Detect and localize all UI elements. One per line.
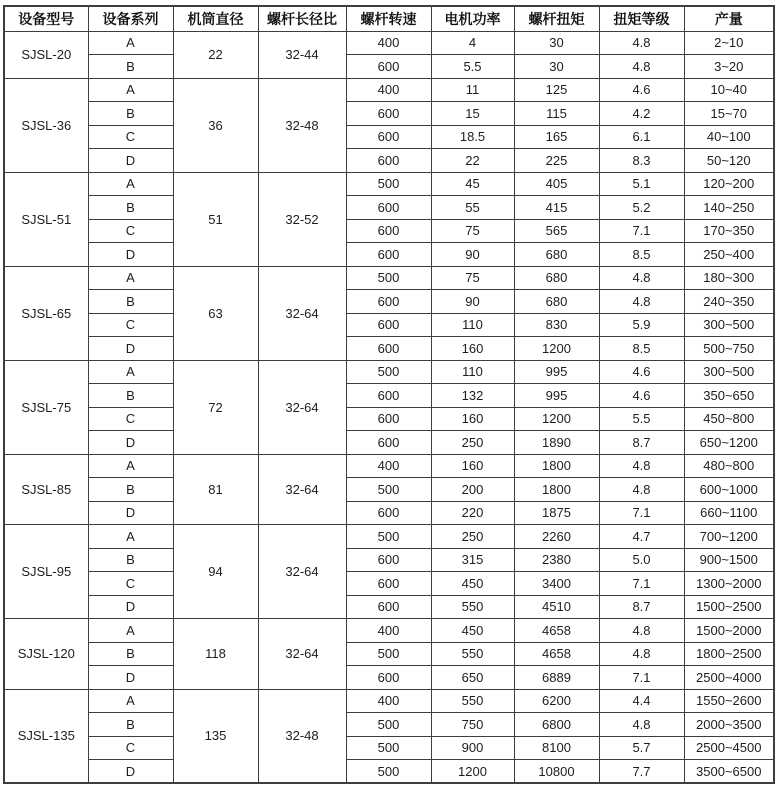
torque-cell: 4658	[514, 619, 599, 643]
model-cell: SJSL-95	[4, 525, 88, 619]
table-row	[4, 595, 774, 619]
power-cell: 450	[431, 619, 514, 643]
power-cell: 650	[431, 666, 514, 690]
speed-cell: 400	[346, 619, 431, 643]
output-cell: 450~800	[684, 407, 774, 431]
equipment-spec-table	[3, 5, 775, 784]
series-cell: C	[88, 219, 173, 243]
grade-cell: 4.6	[599, 360, 684, 384]
speed-cell: 600	[346, 243, 431, 267]
grade-cell: 5.5	[599, 407, 684, 431]
torque-cell: 30	[514, 31, 599, 55]
torque-cell: 4658	[514, 642, 599, 666]
series-cell: D	[88, 666, 173, 690]
speed-cell: 500	[346, 266, 431, 290]
table-row	[4, 619, 774, 643]
diameter-cell: 118	[173, 619, 258, 690]
table-row	[4, 548, 774, 572]
output-cell: 3500~6500	[684, 760, 774, 784]
series-cell: B	[88, 478, 173, 502]
column-header-torque: 螺杆扭矩	[514, 6, 599, 31]
series-cell: A	[88, 525, 173, 549]
torque-cell: 680	[514, 266, 599, 290]
power-cell: 22	[431, 149, 514, 173]
speed-cell: 600	[346, 102, 431, 126]
grade-cell: 4.8	[599, 619, 684, 643]
power-cell: 250	[431, 431, 514, 455]
table-body	[4, 31, 774, 783]
speed-cell: 600	[346, 407, 431, 431]
speed-cell: 400	[346, 78, 431, 102]
power-cell: 110	[431, 360, 514, 384]
power-cell: 90	[431, 243, 514, 267]
table-row	[4, 572, 774, 596]
torque-cell: 30	[514, 55, 599, 79]
grade-cell: 7.1	[599, 219, 684, 243]
grade-cell: 8.7	[599, 595, 684, 619]
model-cell: SJSL-120	[4, 619, 88, 690]
series-cell: B	[88, 548, 173, 572]
grade-cell: 8.5	[599, 337, 684, 361]
series-cell: B	[88, 713, 173, 737]
torque-cell: 1800	[514, 478, 599, 502]
torque-cell: 6200	[514, 689, 599, 713]
torque-cell: 6889	[514, 666, 599, 690]
output-cell: 650~1200	[684, 431, 774, 455]
torque-cell: 680	[514, 290, 599, 314]
speed-cell: 600	[346, 196, 431, 220]
table-row	[4, 689, 774, 713]
output-cell: 2500~4000	[684, 666, 774, 690]
output-cell: 250~400	[684, 243, 774, 267]
speed-cell: 400	[346, 454, 431, 478]
series-cell: D	[88, 149, 173, 173]
power-cell: 200	[431, 478, 514, 502]
ld-ratio-cell: 32-44	[258, 31, 346, 78]
torque-cell: 830	[514, 313, 599, 337]
torque-cell: 1200	[514, 407, 599, 431]
series-cell: A	[88, 31, 173, 55]
model-cell: SJSL-20	[4, 31, 88, 78]
model-cell: SJSL-85	[4, 454, 88, 525]
grade-cell: 4.6	[599, 78, 684, 102]
grade-cell: 5.0	[599, 548, 684, 572]
grade-cell: 5.9	[599, 313, 684, 337]
series-cell: B	[88, 642, 173, 666]
output-cell: 300~500	[684, 313, 774, 337]
diameter-cell: 135	[173, 689, 258, 783]
table-row	[4, 149, 774, 173]
output-cell: 140~250	[684, 196, 774, 220]
series-cell: D	[88, 337, 173, 361]
torque-cell: 565	[514, 219, 599, 243]
table-row	[4, 525, 774, 549]
diameter-cell: 94	[173, 525, 258, 619]
series-cell: A	[88, 360, 173, 384]
ld-ratio-cell: 32-48	[258, 689, 346, 783]
table-row	[4, 31, 774, 55]
torque-cell: 995	[514, 384, 599, 408]
output-cell: 500~750	[684, 337, 774, 361]
output-cell: 120~200	[684, 172, 774, 196]
table-row	[4, 760, 774, 784]
grade-cell: 8.7	[599, 431, 684, 455]
table-row	[4, 478, 774, 502]
torque-cell: 2260	[514, 525, 599, 549]
output-cell: 1550~2600	[684, 689, 774, 713]
output-cell: 2000~3500	[684, 713, 774, 737]
table-row	[4, 78, 774, 102]
torque-cell: 10800	[514, 760, 599, 784]
output-cell: 350~650	[684, 384, 774, 408]
grade-cell: 4.7	[599, 525, 684, 549]
speed-cell: 400	[346, 689, 431, 713]
output-cell: 40~100	[684, 125, 774, 149]
series-cell: A	[88, 78, 173, 102]
output-cell: 660~1100	[684, 501, 774, 525]
grade-cell: 4.8	[599, 713, 684, 737]
table-row	[4, 431, 774, 455]
grade-cell: 4.8	[599, 642, 684, 666]
ld-ratio-cell: 32-52	[258, 172, 346, 266]
model-cell: SJSL-135	[4, 689, 88, 783]
output-cell: 180~300	[684, 266, 774, 290]
speed-cell: 500	[346, 642, 431, 666]
table-row	[4, 407, 774, 431]
power-cell: 90	[431, 290, 514, 314]
power-cell: 160	[431, 454, 514, 478]
speed-cell: 500	[346, 525, 431, 549]
torque-cell: 115	[514, 102, 599, 126]
diameter-cell: 63	[173, 266, 258, 360]
series-cell: D	[88, 501, 173, 525]
power-cell: 18.5	[431, 125, 514, 149]
table-row	[4, 360, 774, 384]
speed-cell: 500	[346, 172, 431, 196]
output-cell: 15~70	[684, 102, 774, 126]
speed-cell: 600	[346, 431, 431, 455]
series-cell: C	[88, 407, 173, 431]
speed-cell: 600	[346, 337, 431, 361]
grade-cell: 4.2	[599, 102, 684, 126]
series-cell: C	[88, 736, 173, 760]
output-cell: 50~120	[684, 149, 774, 173]
diameter-cell: 51	[173, 172, 258, 266]
table-row	[4, 55, 774, 79]
header-row	[4, 6, 774, 31]
model-cell: SJSL-36	[4, 78, 88, 172]
series-cell: B	[88, 102, 173, 126]
table-row	[4, 102, 774, 126]
torque-cell: 8100	[514, 736, 599, 760]
speed-cell: 600	[346, 290, 431, 314]
output-cell: 10~40	[684, 78, 774, 102]
series-cell: C	[88, 125, 173, 149]
torque-cell: 1890	[514, 431, 599, 455]
power-cell: 132	[431, 384, 514, 408]
model-cell: SJSL-51	[4, 172, 88, 266]
power-cell: 160	[431, 407, 514, 431]
output-cell: 170~350	[684, 219, 774, 243]
torque-cell: 4510	[514, 595, 599, 619]
grade-cell: 4.8	[599, 31, 684, 55]
series-cell: A	[88, 619, 173, 643]
grade-cell: 4.4	[599, 689, 684, 713]
speed-cell: 600	[346, 501, 431, 525]
column-header-grade: 扭矩等级	[599, 6, 684, 31]
torque-cell: 1875	[514, 501, 599, 525]
grade-cell: 8.5	[599, 243, 684, 267]
torque-cell: 1800	[514, 454, 599, 478]
power-cell: 75	[431, 219, 514, 243]
power-cell: 315	[431, 548, 514, 572]
ld-ratio-cell: 32-64	[258, 266, 346, 360]
grade-cell: 8.3	[599, 149, 684, 173]
ld-ratio-cell: 32-64	[258, 619, 346, 690]
table-row	[4, 313, 774, 337]
column-header-output: 产量	[684, 6, 774, 31]
model-cell: SJSL-75	[4, 360, 88, 454]
table-row	[4, 384, 774, 408]
series-cell: B	[88, 384, 173, 408]
output-cell: 1500~2000	[684, 619, 774, 643]
grade-cell: 7.1	[599, 572, 684, 596]
grade-cell: 5.7	[599, 736, 684, 760]
table-row	[4, 337, 774, 361]
output-cell: 900~1500	[684, 548, 774, 572]
output-cell: 1300~2000	[684, 572, 774, 596]
ld-ratio-cell: 32-64	[258, 454, 346, 525]
speed-cell: 500	[346, 760, 431, 784]
power-cell: 4	[431, 31, 514, 55]
series-cell: A	[88, 454, 173, 478]
power-cell: 110	[431, 313, 514, 337]
grade-cell: 4.8	[599, 55, 684, 79]
grade-cell: 4.8	[599, 266, 684, 290]
table-row	[4, 713, 774, 737]
speed-cell: 600	[346, 384, 431, 408]
power-cell: 55	[431, 196, 514, 220]
torque-cell: 995	[514, 360, 599, 384]
column-header-speed: 螺杆转速	[346, 6, 431, 31]
torque-cell: 125	[514, 78, 599, 102]
series-cell: D	[88, 595, 173, 619]
speed-cell: 600	[346, 55, 431, 79]
diameter-cell: 81	[173, 454, 258, 525]
torque-cell: 165	[514, 125, 599, 149]
power-cell: 15	[431, 102, 514, 126]
series-cell: A	[88, 172, 173, 196]
speed-cell: 600	[346, 149, 431, 173]
output-cell: 240~350	[684, 290, 774, 314]
grade-cell: 5.1	[599, 172, 684, 196]
grade-cell: 4.8	[599, 478, 684, 502]
grade-cell: 4.8	[599, 454, 684, 478]
table-row	[4, 196, 774, 220]
series-cell: D	[88, 431, 173, 455]
table-row	[4, 501, 774, 525]
series-cell: C	[88, 313, 173, 337]
output-cell: 600~1000	[684, 478, 774, 502]
speed-cell: 600	[346, 548, 431, 572]
model-cell: SJSL-65	[4, 266, 88, 360]
grade-cell: 4.6	[599, 384, 684, 408]
power-cell: 550	[431, 595, 514, 619]
power-cell: 1200	[431, 760, 514, 784]
power-cell: 75	[431, 266, 514, 290]
power-cell: 750	[431, 713, 514, 737]
table-row	[4, 454, 774, 478]
power-cell: 450	[431, 572, 514, 596]
column-header-ld-ratio: 螺杆长径比	[258, 6, 346, 31]
power-cell: 220	[431, 501, 514, 525]
grade-cell: 7.7	[599, 760, 684, 784]
series-cell: A	[88, 266, 173, 290]
series-cell: A	[88, 689, 173, 713]
diameter-cell: 72	[173, 360, 258, 454]
table-row	[4, 243, 774, 267]
grade-cell: 4.8	[599, 290, 684, 314]
torque-cell: 415	[514, 196, 599, 220]
output-cell: 1800~2500	[684, 642, 774, 666]
diameter-cell: 22	[173, 31, 258, 78]
torque-cell: 225	[514, 149, 599, 173]
ld-ratio-cell: 32-64	[258, 360, 346, 454]
output-cell: 1500~2500	[684, 595, 774, 619]
output-cell: 2~10	[684, 31, 774, 55]
power-cell: 11	[431, 78, 514, 102]
table-row	[4, 125, 774, 149]
speed-cell: 600	[346, 125, 431, 149]
series-cell: D	[88, 760, 173, 784]
speed-cell: 600	[346, 666, 431, 690]
speed-cell: 600	[346, 313, 431, 337]
power-cell: 550	[431, 642, 514, 666]
output-cell: 2500~4500	[684, 736, 774, 760]
torque-cell: 6800	[514, 713, 599, 737]
column-header-diameter: 机筒直径	[173, 6, 258, 31]
torque-cell: 1200	[514, 337, 599, 361]
speed-cell: 500	[346, 478, 431, 502]
table-row	[4, 172, 774, 196]
speed-cell: 600	[346, 572, 431, 596]
power-cell: 250	[431, 525, 514, 549]
speed-cell: 600	[346, 595, 431, 619]
grade-cell: 5.2	[599, 196, 684, 220]
table-row	[4, 642, 774, 666]
grade-cell: 7.1	[599, 666, 684, 690]
power-cell: 900	[431, 736, 514, 760]
diameter-cell: 36	[173, 78, 258, 172]
table-row	[4, 290, 774, 314]
table-header	[4, 6, 774, 31]
table-row	[4, 736, 774, 760]
column-header-model: 设备型号	[4, 6, 88, 31]
output-cell: 3~20	[684, 55, 774, 79]
series-cell: B	[88, 196, 173, 220]
output-cell: 480~800	[684, 454, 774, 478]
column-header-series: 设备系列	[88, 6, 173, 31]
series-cell: C	[88, 572, 173, 596]
speed-cell: 500	[346, 736, 431, 760]
power-cell: 160	[431, 337, 514, 361]
series-cell: D	[88, 243, 173, 267]
torque-cell: 3400	[514, 572, 599, 596]
ld-ratio-cell: 32-48	[258, 78, 346, 172]
column-header-power: 电机功率	[431, 6, 514, 31]
power-cell: 550	[431, 689, 514, 713]
speed-cell: 500	[346, 713, 431, 737]
table-row	[4, 666, 774, 690]
output-cell: 700~1200	[684, 525, 774, 549]
output-cell: 300~500	[684, 360, 774, 384]
ld-ratio-cell: 32-64	[258, 525, 346, 619]
speed-cell: 500	[346, 360, 431, 384]
speed-cell: 600	[346, 219, 431, 243]
torque-cell: 405	[514, 172, 599, 196]
torque-cell: 2380	[514, 548, 599, 572]
series-cell: B	[88, 290, 173, 314]
power-cell: 5.5	[431, 55, 514, 79]
table-row	[4, 266, 774, 290]
table-row	[4, 219, 774, 243]
series-cell: B	[88, 55, 173, 79]
torque-cell: 680	[514, 243, 599, 267]
grade-cell: 6.1	[599, 125, 684, 149]
power-cell: 45	[431, 172, 514, 196]
grade-cell: 7.1	[599, 501, 684, 525]
speed-cell: 400	[346, 31, 431, 55]
